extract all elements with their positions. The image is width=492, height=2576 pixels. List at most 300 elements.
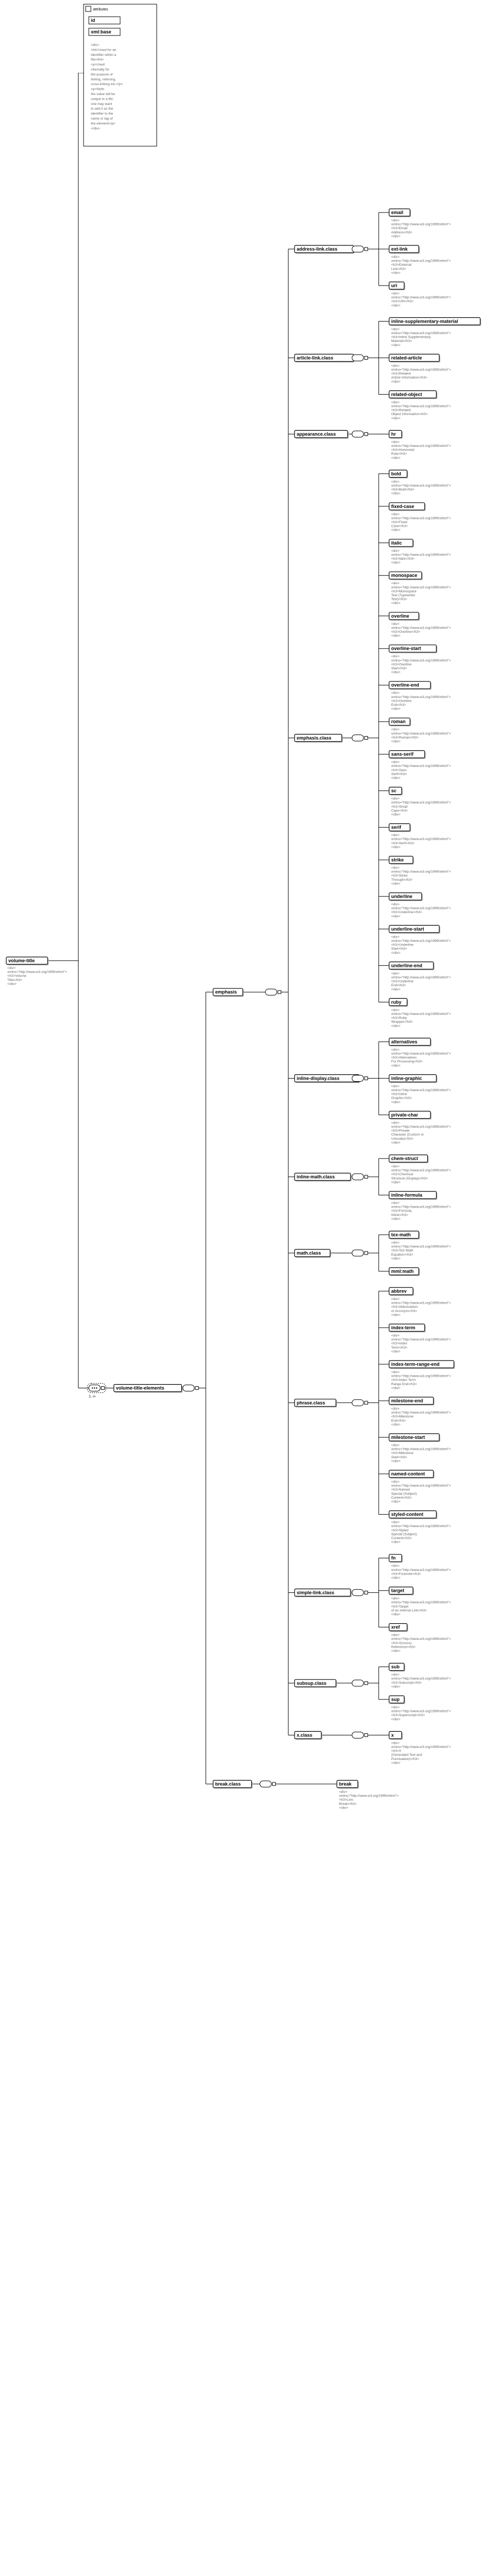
doc-line: xmlns="http://www.w3.org/1999/xhtml"> — [391, 1301, 451, 1305]
doc-line: <div> — [391, 512, 400, 516]
element-fn[interactable] — [389, 1554, 403, 1563]
doc-line: <div> — [391, 1297, 400, 1301]
element-underline-start[interactable] — [389, 925, 440, 933]
doc-line: </div> — [391, 1685, 401, 1689]
volume-title-elements-choice — [183, 1385, 198, 1391]
doc-line: Serif</h3> — [391, 772, 407, 776]
element-label: related-article — [391, 355, 423, 361]
doc-line: </div> — [391, 882, 401, 886]
doc-line: <h3>Alternatives — [391, 1056, 417, 1060]
documentation-hr — [391, 440, 451, 459]
doc-line: Title</h3> — [7, 978, 22, 982]
compositor-frame — [352, 246, 364, 252]
doc-line: xmlns="http://www.w3.org/1999/xhtml"> — [391, 906, 451, 911]
doc-line: <h3>Underline — [391, 943, 414, 947]
doc-line: identifier within a — [91, 53, 116, 57]
element-related-object[interactable] — [389, 391, 437, 399]
doc-line: xmlns="http://www.w3.org/1999/xhtml"> — [391, 1205, 451, 1209]
doc-line: xmlns="http://www.w3.org/1999/xhtml"> — [391, 939, 451, 943]
element-label: volume-title-elements — [116, 1385, 165, 1391]
documentation-milestone-start — [391, 1444, 451, 1463]
doc-line: Break</h3> — [339, 1802, 357, 1806]
doc-line: <h3>Ruby — [391, 1016, 407, 1020]
element-label: break.class — [215, 1781, 241, 1787]
doc-line: <h3>Milestone — [391, 1451, 414, 1456]
documentation-related-object — [391, 400, 451, 420]
element-tex-math[interactable] — [389, 1231, 420, 1239]
documentation-italic — [391, 549, 451, 565]
documentation-inline-graphic — [391, 1084, 451, 1104]
group-phrase-class[interactable] — [295, 1399, 337, 1408]
doc-line: <div> — [91, 43, 99, 47]
attributes-panel — [84, 4, 157, 146]
element-label: ruby — [391, 999, 402, 1005]
doc-line: </div> — [391, 1761, 401, 1765]
group-math-class[interactable] — [295, 1249, 331, 1258]
doc-line: identifier to the — [91, 112, 113, 116]
element-overline-end[interactable] — [389, 681, 431, 690]
doc-line: <h3>Roman</h3> — [391, 736, 419, 740]
element-label: sub — [391, 1664, 400, 1670]
doc-line: <h3>X(cross) — [391, 1641, 412, 1645]
element-label: inline-display.class — [297, 1076, 339, 1081]
collapse-icon[interactable] — [365, 1077, 368, 1080]
element-label: fn — [391, 1555, 396, 1561]
doc-line: <div> — [391, 1564, 400, 1568]
doc-line: xmlns="http://www.w3.org/1999/xhtml"> — [391, 1568, 451, 1572]
doc-line: <div> — [391, 582, 400, 586]
doc-line: </div> — [391, 1459, 401, 1463]
collapse-icon[interactable] — [365, 1733, 368, 1736]
element-label: inline-formula — [391, 1192, 423, 1198]
element-label: sup — [391, 1697, 400, 1702]
doc-line: </div> — [391, 492, 401, 496]
group-break-class[interactable] — [213, 1780, 253, 1789]
element-chem-struct[interactable] — [389, 1155, 429, 1163]
group-x-class-choice — [352, 1732, 368, 1738]
doc-line: </div> — [391, 1313, 401, 1317]
group-article-link-class[interactable] — [295, 354, 355, 362]
element-italic[interactable] — [389, 539, 414, 548]
element-label: tex-math — [391, 1232, 411, 1237]
documentation-milestone-end — [391, 1407, 451, 1426]
collapse-icon[interactable] — [195, 1387, 198, 1390]
doc-line: Range End</h3> — [391, 1382, 417, 1386]
element-label: strike — [391, 857, 404, 862]
group-emphasis[interactable] — [213, 988, 244, 997]
doc-line: <div> — [391, 1741, 400, 1745]
doc-line: <h3>Strike — [391, 874, 408, 878]
element-roman[interactable] — [389, 718, 411, 726]
doc-line: linking, referring, — [91, 77, 116, 81]
element-label: mml:math — [391, 1269, 414, 1274]
element-index-term-range-end[interactable] — [389, 1361, 455, 1369]
doc-line: <h3>Volume — [7, 974, 27, 978]
root-sequence — [89, 1385, 104, 1391]
doc-line: <div> — [391, 1706, 400, 1709]
element-label: overline — [391, 613, 409, 619]
element-label: break — [339, 1781, 352, 1787]
doc-line: the purpose of — [91, 73, 113, 77]
doc-line: End</h3> — [391, 703, 406, 707]
element-label: article-link.class — [297, 355, 334, 361]
element-overline-start[interactable] — [389, 645, 437, 653]
doc-line: the element</p> — [91, 122, 115, 126]
doc-line: </div> — [391, 234, 401, 239]
element-serif[interactable] — [389, 824, 411, 832]
group-appearance-class[interactable] — [295, 430, 349, 439]
group-phrase-class-choice — [352, 1400, 368, 1406]
element-ext-link[interactable] — [389, 245, 420, 254]
doc-line: </div> — [339, 1806, 348, 1810]
doc-line: </div> — [391, 1540, 401, 1544]
doc-line: </div> — [391, 343, 401, 347]
element-bold[interactable] — [389, 470, 408, 478]
attributes-header: attributes — [93, 8, 108, 11]
element-label: x.class — [297, 1732, 313, 1738]
group-inline-display-class-choice — [352, 1075, 368, 1081]
doc-line: <h3>External — [391, 263, 412, 267]
element-underline-end[interactable] — [389, 962, 435, 970]
collapse-icon[interactable] — [273, 1782, 276, 1786]
doc-line: <h3>Underline — [391, 979, 414, 984]
element-label: serif — [391, 824, 402, 830]
element-hr[interactable] — [389, 430, 403, 439]
documentation-bold — [391, 480, 451, 495]
element-label: inline-math.class — [297, 1174, 335, 1179]
element-label: overline-end — [391, 682, 419, 688]
element-strike[interactable] — [389, 856, 414, 865]
collapse-icon[interactable] — [365, 1682, 368, 1685]
element-sc[interactable] — [389, 787, 403, 796]
doc-line: (Generated Text and — [391, 1753, 423, 1757]
doc-line: </div> — [391, 303, 401, 308]
documentation-monospace — [391, 582, 451, 605]
doc-line: </div> — [391, 1100, 401, 1104]
doc-line: <h3>Inline — [391, 1092, 407, 1096]
element-monospace[interactable] — [389, 572, 423, 580]
doc-line: For Processing</h3> — [391, 1060, 423, 1064]
element-related-article[interactable] — [389, 354, 440, 362]
element-overline[interactable] — [389, 612, 420, 621]
element-alternatives[interactable] — [389, 1038, 431, 1046]
element-uri[interactable] — [389, 282, 405, 290]
doc-line: <div> — [391, 903, 400, 906]
collapse-icon[interactable] — [86, 6, 91, 11]
documentation-roman — [391, 728, 451, 743]
element-volume-title[interactable] — [6, 957, 49, 965]
doc-line: xmlns="http://www.w3.org/1999/xhtml"> — [391, 585, 451, 589]
documentation-underline-end — [391, 972, 451, 991]
element-label: alternatives — [391, 1039, 418, 1045]
doc-line: xmlns="http://www.w3.org/1999/xhtml"> — [391, 1012, 451, 1016]
doc-line: xmlns="http://www.w3.org/1999/xhtml"> — [391, 1745, 451, 1749]
element-label: roman — [391, 719, 406, 725]
element-label: private-char — [391, 1112, 418, 1118]
element-x[interactable] — [389, 1731, 403, 1740]
doc-line: Article Information</h3> — [391, 376, 428, 380]
group-inline-math-class[interactable] — [295, 1173, 352, 1181]
doc-line: <h3>Index Term — [391, 1378, 416, 1382]
doc-line: <h3>Sans — [391, 768, 407, 772]
doc-line: <div> — [391, 655, 400, 659]
documentation-sans-serif — [391, 761, 451, 780]
sequence-dot — [92, 1387, 93, 1388]
element-inline-formula[interactable] — [389, 1191, 437, 1200]
group-inline-display-class[interactable] — [295, 1074, 360, 1083]
doc-line: xmlns="http://www.w3.org/1999/xhtml"> — [391, 1125, 451, 1129]
doc-line: </div> — [391, 528, 401, 533]
element-target[interactable] — [389, 1587, 414, 1596]
doc-line: internally for — [91, 68, 110, 72]
doc-line: <h3>Fixed — [391, 521, 407, 524]
documentation-ext-link — [391, 255, 451, 275]
element-ruby[interactable] — [389, 998, 408, 1007]
group-simple-link-class[interactable] — [295, 1589, 352, 1597]
doc-line: <h3>Named — [391, 1488, 410, 1492]
documentation-fixed-case — [391, 513, 451, 532]
doc-line: xmlns="http://www.w3.org/1999/xhtml"> — [391, 1677, 451, 1681]
doc-line: Special (Subject) — [391, 1532, 417, 1537]
doc-line: Unicode)</h3> — [391, 1137, 414, 1141]
doc-line: <h3>Target — [391, 1604, 408, 1609]
element-private-char[interactable] — [389, 1111, 431, 1119]
element-underline[interactable] — [389, 893, 423, 901]
element-sans-serif[interactable] — [389, 751, 426, 759]
doc-line: <h3>Line — [339, 1798, 354, 1802]
compositor-frame — [352, 1680, 364, 1686]
element-label: target — [391, 1588, 405, 1593]
doc-line: xmlns="http://www.w3.org/1999/xhtml"> — [391, 1709, 451, 1714]
element-index-term[interactable] — [389, 1324, 426, 1332]
group-address-link-class-choice — [352, 246, 368, 252]
doc-line: Content</h3> — [391, 1537, 412, 1540]
doc-line: xmlns="http://www.w3.org/1999/xhtml"> — [391, 405, 451, 408]
doc-line: xmlns="http://www.w3.org/1999/xhtml"> — [391, 553, 451, 557]
documentation-underline-start — [391, 935, 451, 954]
documentation-related-article — [391, 364, 451, 383]
doc-line: one may want — [91, 102, 112, 106]
doc-line: <h3>Bold</h3> — [391, 488, 415, 492]
doc-line: </div> — [391, 670, 401, 675]
doc-line: <div> — [391, 440, 400, 444]
collapse-icon[interactable] — [365, 356, 368, 359]
doc-line: xmlns="http://www.w3.org/1999/xhtml"> — [391, 1411, 451, 1415]
doc-line: <div> — [391, 1480, 400, 1484]
doc-line: Text (Typewriter — [391, 594, 415, 597]
doc-line: </div> — [391, 601, 401, 606]
doc-line: </div> — [391, 707, 401, 711]
element-milestone-end[interactable] — [389, 1397, 435, 1405]
documentation-ruby — [391, 1008, 451, 1027]
doc-line: </div> — [391, 740, 401, 743]
doc-line: <div> — [391, 1633, 400, 1637]
element-mml-math[interactable] — [389, 1268, 420, 1276]
doc-line: Special (Subject) — [391, 1492, 417, 1496]
element-xref[interactable] — [389, 1624, 408, 1632]
doc-line: xmlns="http://www.w3.org/1999/xhtml"> — [391, 870, 451, 874]
element-label: fixed-case — [391, 503, 415, 509]
element-break[interactable] — [337, 1780, 359, 1789]
element-label: underline-start — [391, 926, 425, 932]
doc-line: <div> — [391, 1334, 400, 1338]
doc-line: Address</h3> — [391, 230, 413, 234]
documentation-fn — [391, 1564, 451, 1580]
doc-line: xmlns="http://www.w3.org/1999/xhtml"> — [391, 368, 451, 372]
group-volume-title-elements[interactable] — [114, 1385, 183, 1393]
element-fixed-case[interactable] — [389, 503, 426, 511]
group-address-link-class[interactable] — [295, 245, 355, 254]
element-sub[interactable] — [389, 1663, 405, 1672]
doc-line: <div> — [391, 1201, 400, 1205]
group-emphasis-class[interactable] — [295, 734, 343, 742]
doc-line: Punctuation)</h3> — [391, 1757, 419, 1761]
documentation-private-char — [391, 1121, 451, 1144]
doc-line: to add it as the — [91, 107, 113, 111]
element-label: abbrev — [391, 1289, 407, 1294]
doc-line: <h3>X — [391, 1749, 402, 1753]
doc-line: Rule</h3> — [391, 452, 407, 456]
element-label: subsup.class — [297, 1680, 327, 1686]
doc-line: <h3>Overline — [391, 699, 412, 703]
sequence-dot — [94, 1387, 95, 1388]
documentation-volume-title — [7, 966, 67, 986]
element-label: styled-content — [391, 1511, 424, 1517]
doc-line: <h3>Superscript</h3> — [391, 1714, 425, 1718]
doc-line: </div> — [391, 1257, 401, 1261]
element-label: chem-struct — [391, 1156, 418, 1161]
collapse-icon[interactable] — [365, 1175, 368, 1178]
doc-line: <div> — [391, 1084, 400, 1089]
doc-line: xmlns="http://www.w3.org/1999/xhtml"> — [391, 1052, 451, 1056]
element-label: email — [391, 210, 404, 215]
collapse-icon[interactable] — [365, 1401, 368, 1404]
element-label: math.class — [297, 1250, 321, 1256]
element-sup[interactable] — [389, 1696, 405, 1704]
doc-line: <div> — [391, 400, 400, 405]
doc-line: Start</h3> — [391, 1455, 407, 1459]
doc-line: <h3>Serif</h3> — [391, 841, 415, 845]
element-label: appearance.class — [297, 431, 336, 437]
compositor-frame — [260, 1781, 272, 1787]
collapse-icon[interactable] — [365, 736, 368, 739]
element-label: index-term — [391, 1325, 416, 1330]
doc-line: End</h3> — [391, 984, 406, 988]
group-appearance-class-choice — [352, 431, 368, 437]
doc-line: xmlns="http://www.w3.org/1999/xhtml"> — [391, 1447, 451, 1451]
doc-line: Link</h3> — [391, 267, 406, 271]
compositor-frame — [265, 989, 277, 995]
doc-line: xmlns="http://www.w3.org/1999/xhtml"> — [391, 484, 451, 488]
doc-line: </div> — [391, 1064, 401, 1068]
sequence-occurrence: 1..∞ — [89, 1395, 96, 1399]
element-inline-supplementary-material[interactable] — [389, 317, 481, 326]
element-label: index-term-range-end — [391, 1362, 440, 1367]
element-label: sc — [391, 788, 397, 794]
doc-line: <div> — [391, 1673, 400, 1677]
doc-line: Inline</h3> — [391, 1213, 408, 1217]
doc-line: <div> — [391, 866, 400, 870]
doc-line: <h3>TeX Math — [391, 1249, 414, 1253]
doc-line: </div> — [391, 1500, 401, 1504]
element-abbrev[interactable] — [389, 1287, 414, 1296]
element-inline-graphic[interactable] — [389, 1074, 437, 1083]
doc-line: or Acronym</h3> — [391, 1309, 417, 1313]
doc-line: Character (Custom or — [391, 1133, 424, 1137]
doc-line: <div> — [391, 1444, 400, 1447]
group-subsup-class[interactable] — [295, 1680, 337, 1688]
collapse-icon[interactable] — [365, 1591, 368, 1594]
doc-line: <h3>Styled — [391, 1528, 408, 1532]
doc-line: xmlns="http://www.w3.org/1999/xhtml"> — [391, 801, 451, 805]
doc-line: Equation</h3> — [391, 1252, 414, 1257]
doc-line: xmlns="http://www.w3.org/1999/xhtml"> — [391, 976, 451, 979]
doc-line: xmlns="http://www.w3.org/1999/xhtml"> — [391, 222, 451, 227]
element-milestone-start[interactable] — [389, 1434, 440, 1442]
group-x-class[interactable] — [295, 1731, 322, 1740]
group-inline-math-class-choice — [352, 1174, 368, 1180]
doc-line: <div> — [391, 1008, 400, 1012]
doc-line: xmlns="http://www.w3.org/1999/xhtml"> — [391, 764, 451, 769]
documentation-inline-supplementary-material — [391, 327, 451, 347]
element-label: underline — [391, 894, 413, 899]
compositor-frame — [352, 1732, 364, 1738]
collapse-icon[interactable] — [365, 247, 368, 251]
doc-line: <div> — [391, 364, 400, 368]
element-named-content[interactable] — [389, 1470, 435, 1479]
doc-line: xmlns="http://www.w3.org/1999/xhtml"> — [391, 1601, 451, 1605]
doc-line: </div> — [391, 1024, 401, 1028]
documentation-email — [391, 219, 451, 238]
element-email[interactable] — [389, 209, 411, 217]
doc-line: <div> — [391, 728, 400, 732]
element-label: volume-title — [8, 958, 35, 963]
doc-line: Text)</h3> — [391, 597, 407, 601]
element-label: milestone-start — [391, 1435, 425, 1440]
element-label: phrase.class — [297, 1400, 325, 1405]
element-label: monospace — [391, 573, 418, 578]
element-label: ext-link — [391, 246, 408, 252]
element-label: emphasis — [215, 989, 237, 995]
doc-line: </div> — [391, 271, 401, 275]
collapse-icon[interactable] — [365, 1251, 368, 1255]
documentation-index-term — [391, 1334, 451, 1353]
doc-line: Case</h3> — [391, 524, 408, 528]
doc-line: name or tag of — [91, 117, 113, 121]
doc-line: <h3>Email — [391, 227, 408, 231]
doc-line: </div> — [391, 914, 401, 918]
group-subsup-class-choice — [352, 1680, 368, 1686]
documentation-x — [391, 1741, 451, 1765]
documentation-target — [391, 1597, 451, 1616]
element-label: x — [391, 1732, 394, 1738]
doc-line: <h3>Horizontal — [391, 448, 415, 452]
doc-line: <div> — [391, 1597, 400, 1601]
compositor-frame — [352, 1174, 364, 1180]
doc-line: xmlns="http://www.w3.org/1999/xhtml"> — [391, 1637, 451, 1641]
collapse-icon[interactable] — [365, 432, 368, 435]
element-label: inline-graphic — [391, 1076, 423, 1081]
collapse-icon[interactable] — [101, 1387, 104, 1390]
documentation-alternatives — [391, 1048, 451, 1067]
doc-line: <h3>Abbreviation — [391, 1305, 418, 1309]
doc-line: </div> — [391, 1717, 401, 1721]
doc-line: </div> — [391, 416, 401, 420]
group-article-link-class-choice — [352, 355, 368, 361]
element-styled-content[interactable] — [389, 1511, 437, 1519]
element-label: related-object — [391, 392, 423, 397]
collapse-icon[interactable] — [278, 990, 281, 994]
